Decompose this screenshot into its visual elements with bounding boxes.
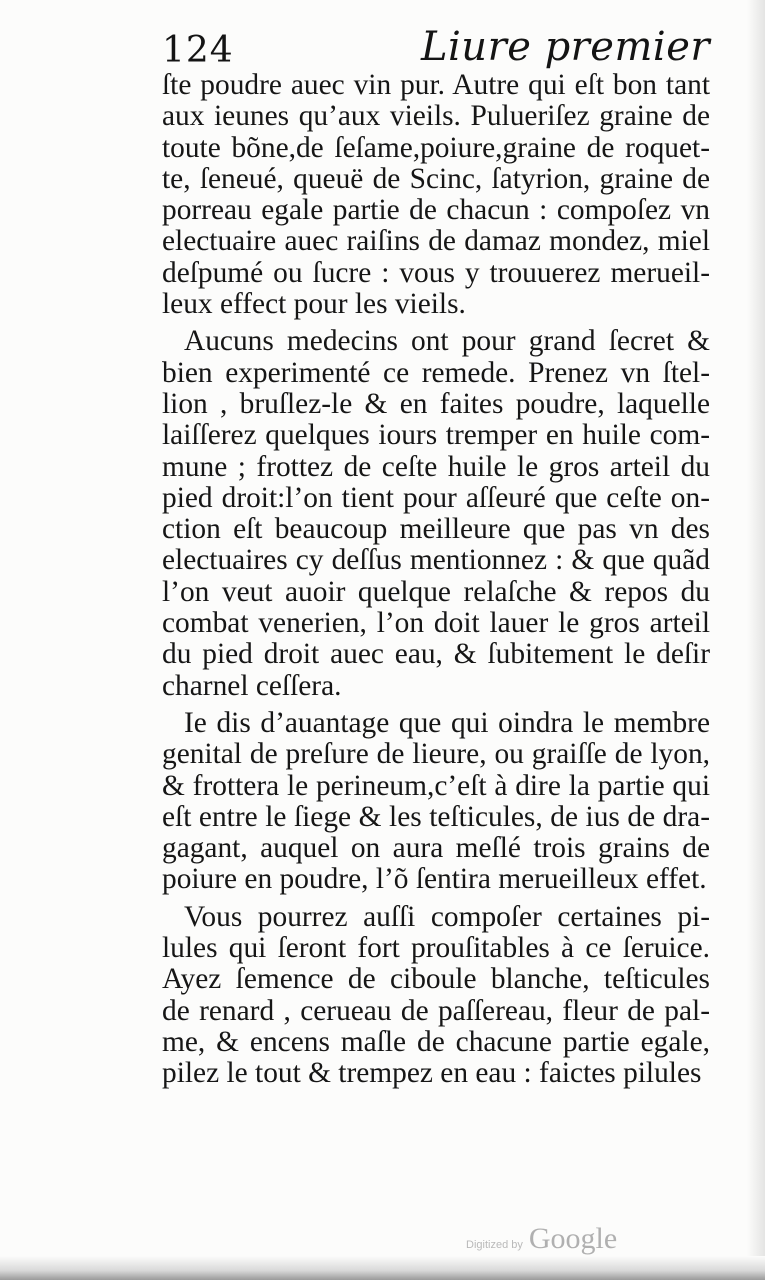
text-line: me, & encens maſle de chacune partie egale, (162, 1025, 710, 1058)
text-line: aux ieunes qu’aux vieils. Pulueriſez graine de (162, 100, 710, 133)
text-line: & frottera le perineum,c’eſt à dire la partie qui (162, 769, 710, 802)
google-logo: Google (528, 1222, 618, 1255)
text-line: du pied droit auec eau, & ſubitement le deſir (162, 638, 710, 671)
text-line: porreau egale partie de chacun : compoſez vn (162, 194, 710, 227)
running-title: Liure premier (420, 24, 710, 70)
text-line: poiure en poudre, l’õ ſentira merueilleux effet. (162, 863, 707, 896)
text-line: laiſſerez quelques iours tremper en huile com- (162, 419, 710, 452)
watermark-prefix: Digitized by (466, 1239, 523, 1251)
text-line: lules qui ſeront fort prouſitables à ce ſeruice. (162, 932, 710, 965)
text-line: ction eſt beaucoup meilleure que pas vn des (162, 513, 710, 546)
text-line: gagant, auquel on aura meſlé trois grains de (162, 832, 710, 865)
text-line: ſte poudre auec vin pur. Autre qui eſt bon tant (162, 69, 710, 101)
text-line: mune ; frottez de ceſte huile le gros arteil du (162, 450, 710, 483)
text-line: lion , bruſlez-le & en faites poudre, laquelle (162, 387, 710, 420)
text-line: Vous pourrez auſſi compoſer certaines pi- (184, 900, 710, 933)
text-line: electuaires cy deſſus mentionnez : & que quãd (162, 544, 710, 577)
paragraph (162, 708, 710, 896)
paragraph (162, 326, 710, 702)
text-line: pied droit:l’on tient pour aſſeuré que ceſte on- (162, 481, 710, 514)
text-line: Ie dis d’auantage que qui oindra le membre (184, 706, 710, 739)
text-line: combat venerien, l’on doit lauer le gros arteil (162, 607, 710, 640)
text-line: Aucuns medecins ont pour grand ſecret & (184, 325, 710, 358)
text-line: de renard , cerueau de paſſereau, fleur de pal- (162, 994, 710, 1027)
text-line: bien experimenté ce remede. Prenez vn ſtel- (162, 356, 710, 389)
text-line: electuaire auec raiſins de damaz mondez, miel (162, 225, 710, 258)
text-line: pilez le tout & trempez en eau : faictes pilules (162, 1057, 702, 1090)
text-line: te, ſeneué, queuë de Scinc, ſatyrion, graine de (162, 162, 710, 195)
body-text (162, 70, 710, 1090)
text-line: toute bõne,de ſeſame,poiure,graine de roquet- (162, 131, 710, 164)
digitized-by-watermark (466, 1222, 617, 1256)
paragraph (162, 902, 710, 1090)
text-line: charnel ceſſera. (162, 669, 342, 702)
text-line: leux effect pour les vieils. (162, 288, 466, 321)
paragraph (162, 70, 710, 320)
scan-edge-shadow-bottom (0, 1256, 765, 1280)
text-line: l’on veut auoir quelque relaſche & repos du (162, 575, 710, 608)
text-line: deſpumé ou ſucre : vous y trouuerez merueil- (162, 256, 710, 289)
text-line: genital de preſure de lieure, ou graiſſe de lyon, (162, 738, 710, 771)
page-number: 124 (162, 30, 234, 71)
text-line: Ayez ſemence de ciboule blanche, teſticules (162, 963, 710, 996)
text-line: eſt entre le ſiege & les teſticules, de ius de dra- (162, 800, 710, 833)
scan-edge-shadow-right (747, 0, 765, 1280)
